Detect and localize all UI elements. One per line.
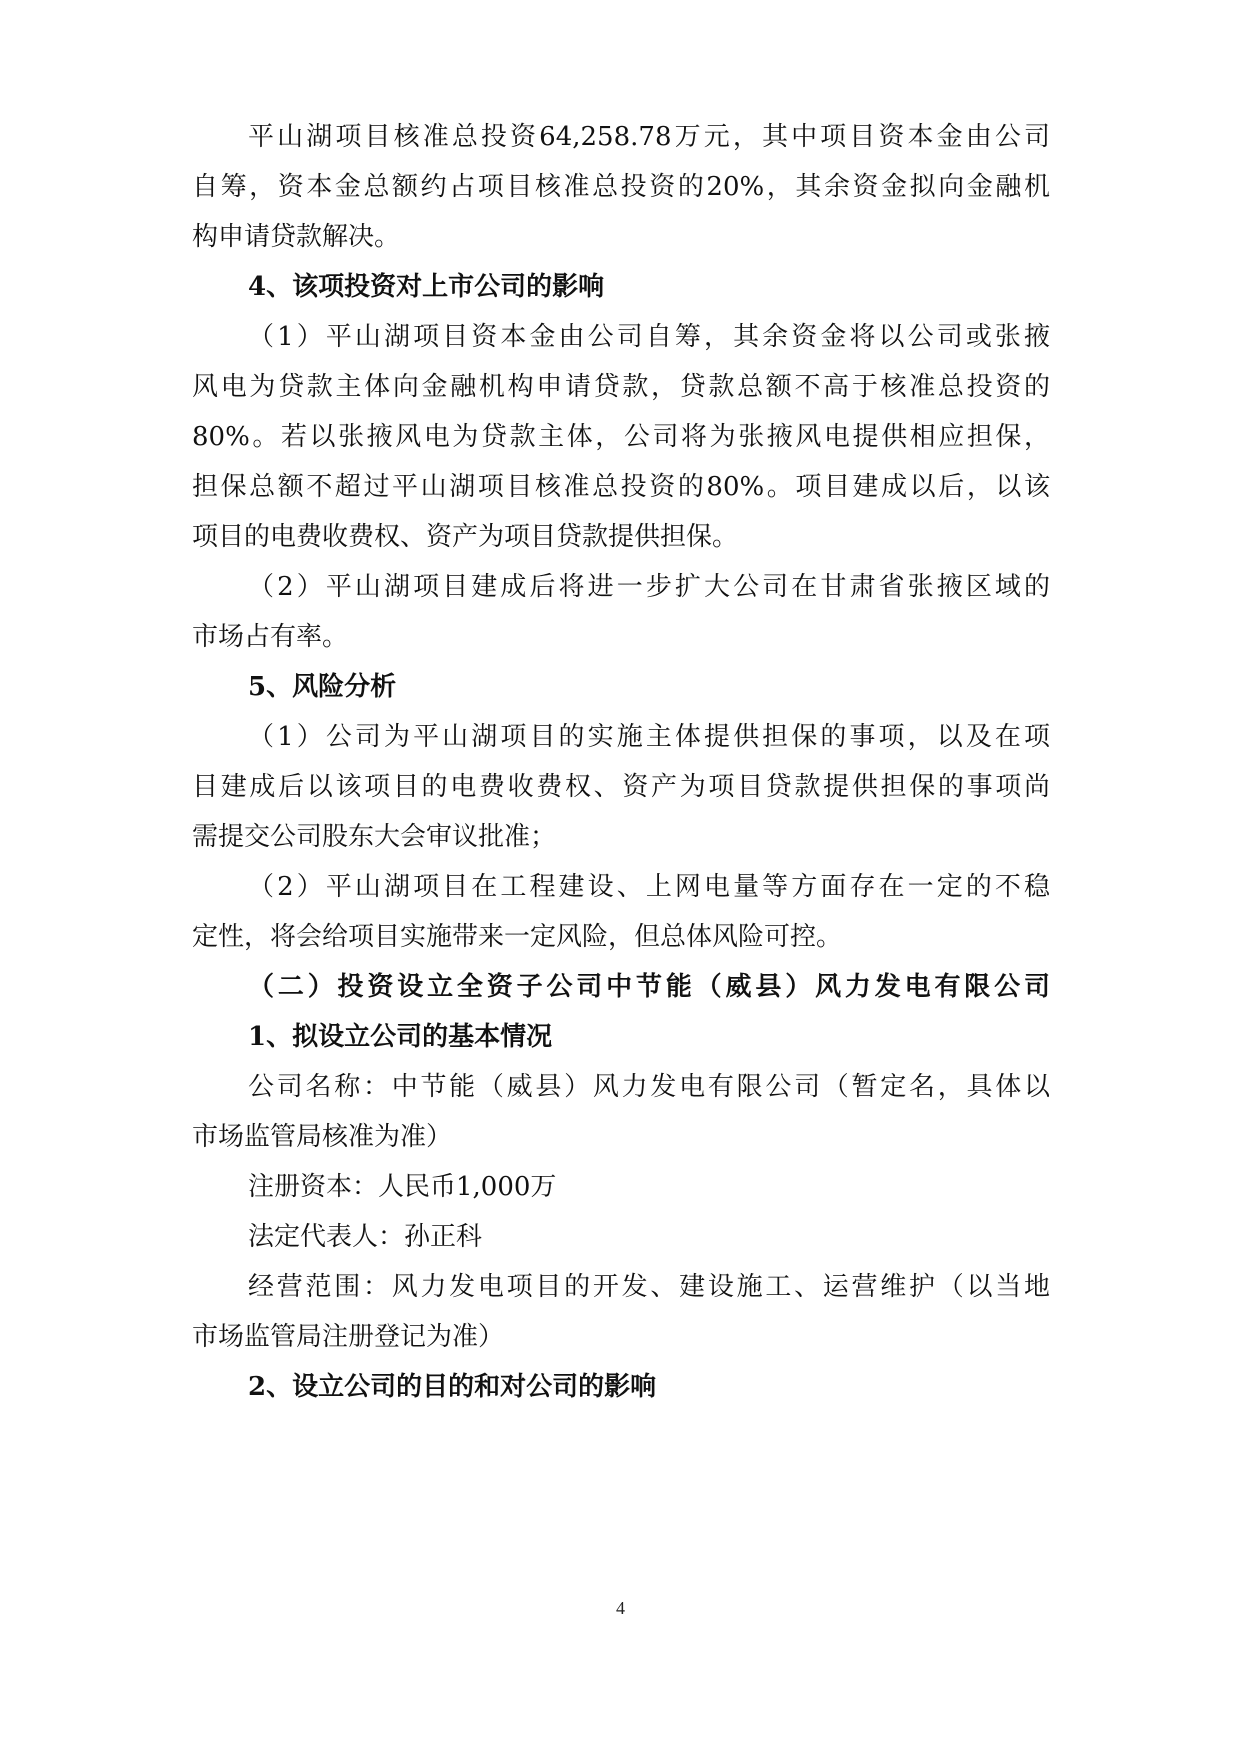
- paragraph-line: 自筹，资本金总额约占项目核准总投资的20%，其余资金拟向金融机: [192, 172, 1050, 202]
- paragraph-line: 80%。若以张掖风电为贷款主体，公司将为张掖风电提供相应担保，: [192, 422, 1050, 452]
- paragraph-line: （2）平山湖项目在工程建设、上网电量等方面存在一定的不稳: [248, 872, 1050, 902]
- paragraph-line: 构申请贷款解决。: [192, 222, 401, 252]
- section-heading-1: 1、拟设立公司的基本情况: [248, 1022, 553, 1052]
- paragraph-line: 项目的电费收费权、资产为项目贷款提供担保。: [192, 522, 739, 552]
- paragraph-line: 担保总额不超过平山湖项目核准总投资的80%。项目建成以后，以该: [192, 472, 1050, 502]
- section-heading-4: 4、该项投资对上市公司的影响: [248, 272, 605, 302]
- paragraph-line: （2）平山湖项目建成后将进一步扩大公司在甘肃省张掖区域的: [248, 572, 1050, 602]
- paragraph-line: 定性，将会给项目实施带来一定风险，但总体风险可控。: [192, 922, 843, 952]
- paragraph-line: （1）平山湖项目资本金由公司自筹，其余资金将以公司或张掖: [248, 322, 1050, 352]
- business-scope-line: 经营范围：风力发电项目的开发、建设施工、运营维护（以当地: [248, 1272, 1050, 1302]
- section-heading-part-2: （二）投资设立全资子公司中节能（威县）风力发电有限公司: [248, 972, 1050, 1002]
- section-heading-2: 2、设立公司的目的和对公司的影响: [248, 1372, 657, 1402]
- paragraph-line: 目建成后以该项目的电费收费权、资产为项目贷款提供担保的事项尚: [192, 772, 1050, 802]
- paragraph-line: 需提交公司股东大会审议批准；: [192, 822, 557, 852]
- company-name-line: 公司名称：中节能（威县）风力发电有限公司（暂定名，具体以: [248, 1072, 1050, 1102]
- paragraph-line: （1）公司为平山湖项目的实施主体提供担保的事项，以及在项: [248, 722, 1050, 752]
- page-number: 4: [616, 1598, 625, 1618]
- section-heading-5: 5、风险分析: [248, 672, 397, 702]
- paragraph-line: 市场占有率。: [192, 622, 349, 652]
- paragraph-line: 平山湖项目核准总投资64,258.78万元，其中项目资本金由公司: [248, 122, 1050, 152]
- legal-representative-line: 法定代表人：孙正科: [248, 1222, 483, 1252]
- paragraph-line: 风电为贷款主体向金融机构申请贷款，贷款总额不高于核准总投资的: [192, 372, 1050, 402]
- business-scope-line: 市场监管局注册登记为准）: [192, 1322, 505, 1352]
- registered-capital-line: 注册资本：人民币1,000万: [248, 1172, 557, 1202]
- company-name-line: 市场监管局核准为准）: [192, 1122, 453, 1152]
